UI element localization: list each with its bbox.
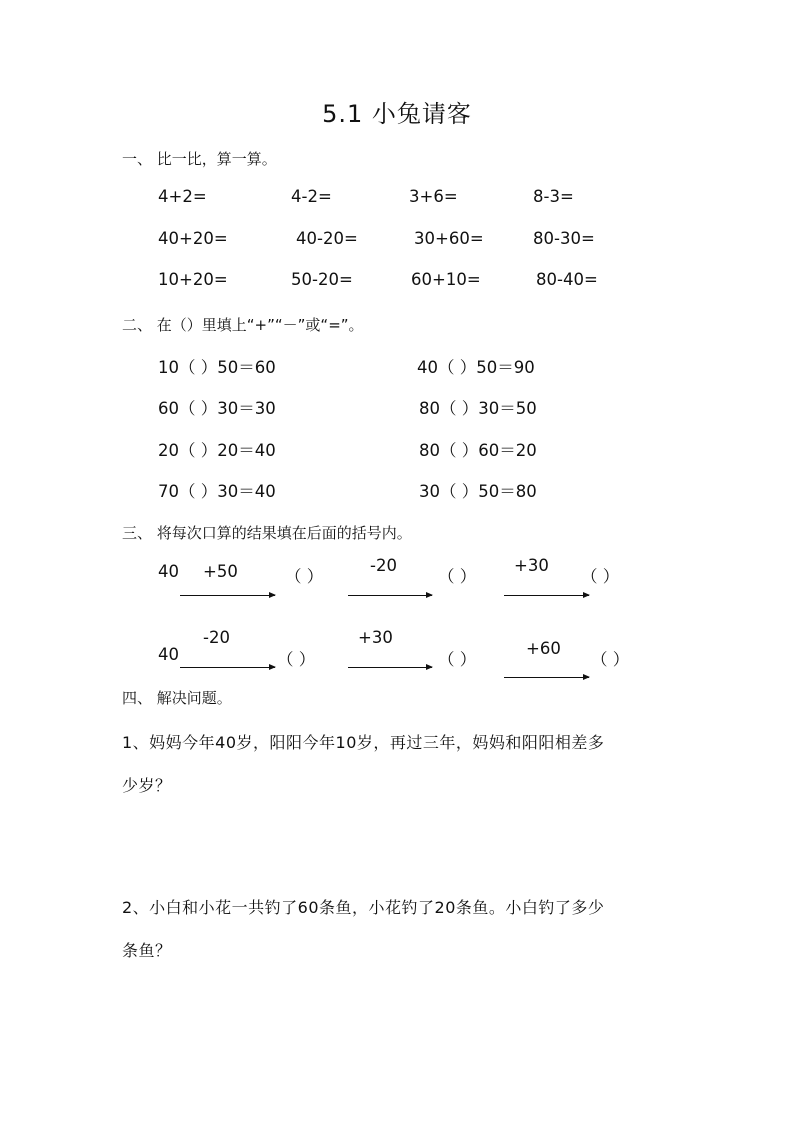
chain-operation: +30 xyxy=(514,556,549,575)
equation: 80-30= xyxy=(533,229,595,248)
equation: 50-20= xyxy=(291,270,353,289)
equation: 40+20= xyxy=(158,229,228,248)
right-arrow-icon xyxy=(180,667,275,668)
right-arrow-icon xyxy=(504,677,589,678)
fill-in-item: 80（ ）60＝20 xyxy=(419,441,537,460)
right-arrow-icon xyxy=(348,595,432,596)
fill-in-item: 20（ ）20＝40 xyxy=(158,441,276,460)
equation: 10+20= xyxy=(158,270,228,289)
equation: 30+60= xyxy=(414,229,484,248)
fill-in-item: 80（ ）30＝50 xyxy=(419,399,537,418)
equation: 40-20= xyxy=(296,229,358,248)
equation: 8-3= xyxy=(533,187,574,206)
chain-start-number: 40 xyxy=(158,645,179,664)
fill-in-item: 70（ ）30＝40 xyxy=(158,482,276,501)
answer-blank: （ ） xyxy=(591,650,630,669)
right-arrow-icon xyxy=(504,595,589,596)
answer-blank: （ ） xyxy=(438,567,477,586)
chain-start-number: 40 xyxy=(158,562,179,581)
right-arrow-icon xyxy=(348,667,432,668)
chain-operation: +30 xyxy=(358,628,393,647)
fill-in-item: 10（ ）50＝60 xyxy=(158,358,276,377)
fill-in-item: 60（ ）30＝30 xyxy=(158,399,276,418)
section-4-heading: 四、 解决问题。 xyxy=(122,689,232,707)
chain-operation: -20 xyxy=(203,628,230,647)
equation: 80-40= xyxy=(536,270,598,289)
problem-1-text: 1、妈妈今年40岁，阳阳今年10岁，再过三年，妈妈和阳阳相差多 xyxy=(122,733,605,752)
problem-2-text-continued: 条鱼？ xyxy=(122,941,172,960)
section-3-heading: 三、 将每次口算的结果填在后面的括号内。 xyxy=(122,524,412,542)
answer-blank: （ ） xyxy=(285,567,324,586)
answer-blank: （ ） xyxy=(438,650,477,669)
answer-blank: （ ） xyxy=(581,567,620,586)
equation: 4+2= xyxy=(158,187,207,206)
chain-operation: -20 xyxy=(370,556,397,575)
equation: 4-2= xyxy=(291,187,332,206)
page-title: 5.1 小兔请客 xyxy=(322,100,472,128)
fill-in-item: 40（ ）50＝90 xyxy=(417,358,535,377)
problem-2-text: 2、小白和小花一共钓了60条鱼，小花钓了20条鱼。小白钓了多少 xyxy=(122,898,605,917)
equation: 60+10= xyxy=(411,270,481,289)
answer-blank: （ ） xyxy=(277,650,316,669)
fill-in-item: 30（ ）50＝80 xyxy=(419,482,537,501)
right-arrow-icon xyxy=(180,595,275,596)
chain-operation: +50 xyxy=(203,562,238,581)
section-1-heading: 一、 比一比，算一算。 xyxy=(122,150,277,168)
section-2-heading: 二、 在（）里填上“+”“－”或“=”。 xyxy=(122,316,364,334)
chain-operation: +60 xyxy=(526,639,561,658)
equation: 3+6= xyxy=(409,187,458,206)
problem-1-text-continued: 少岁？ xyxy=(122,776,172,795)
